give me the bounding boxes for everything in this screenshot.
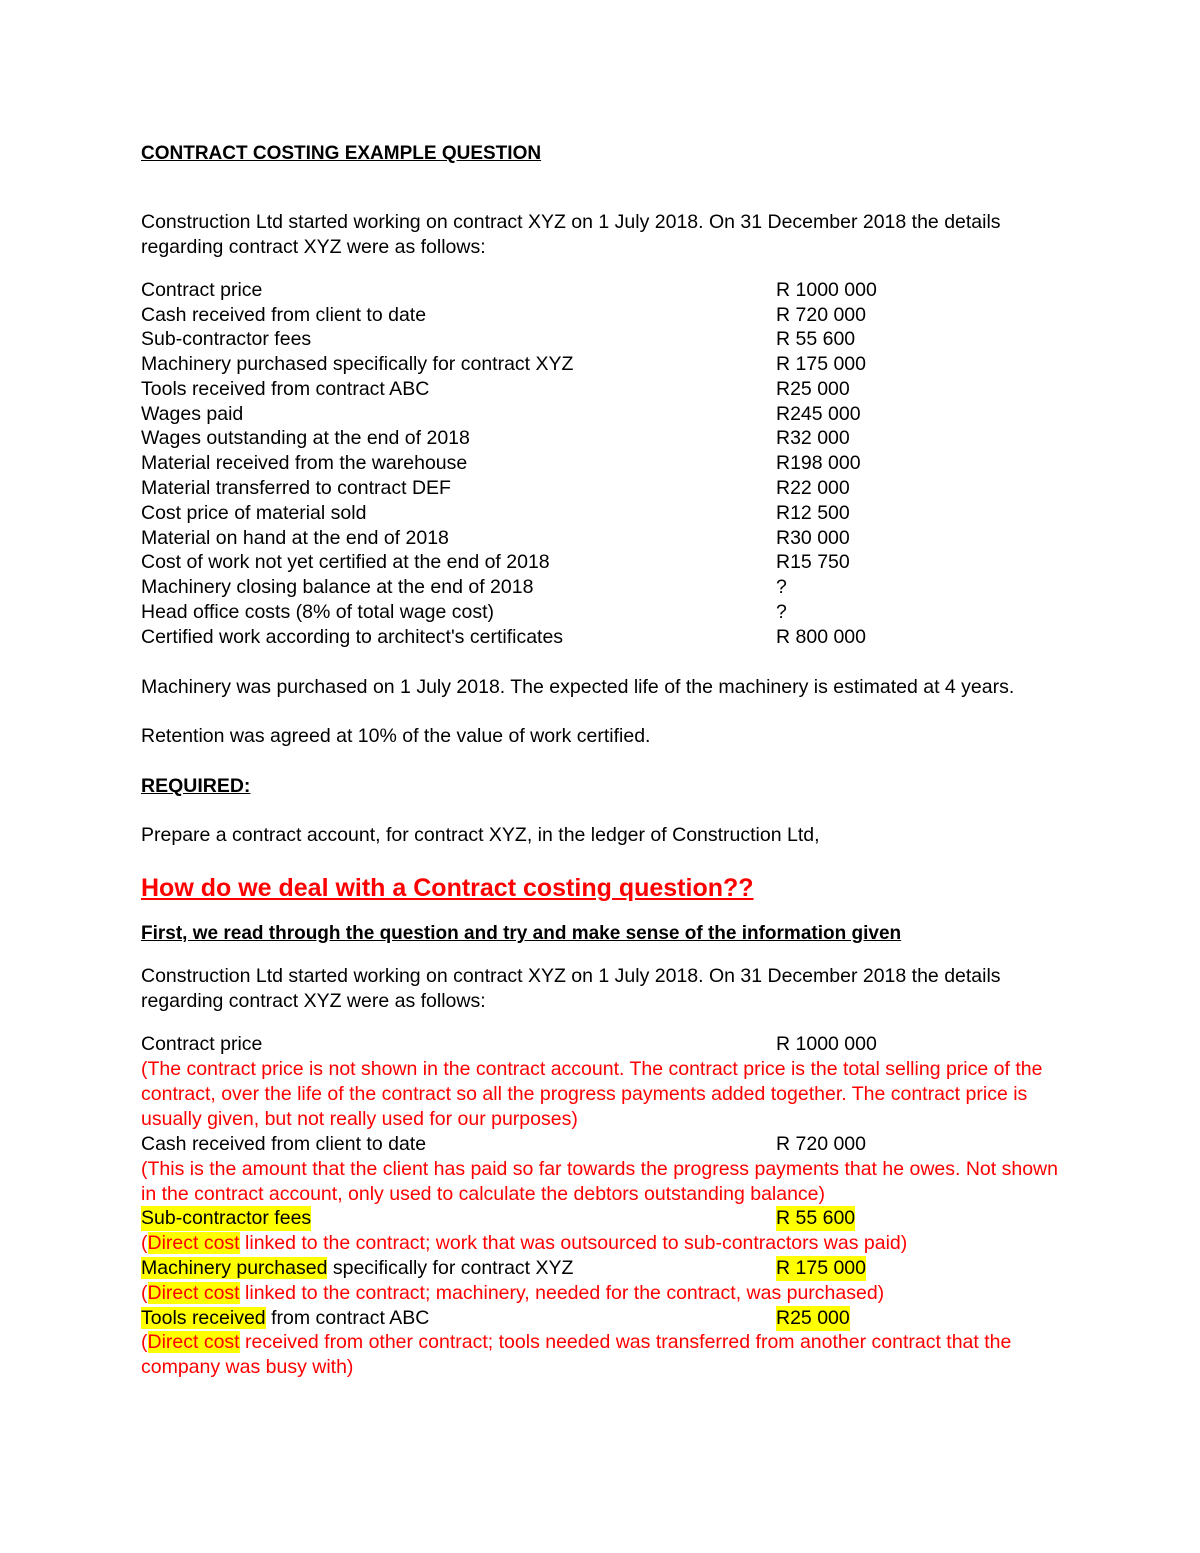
list-item — [141, 625, 1061, 650]
item-amount: ? — [776, 576, 787, 598]
item-amount: R 720 000 — [776, 1133, 866, 1155]
list-item — [141, 1256, 1061, 1281]
item-label: Material transferred to contract DEF — [141, 477, 451, 499]
subheading: First, we read through the question and try and make sense of the information given — [141, 923, 902, 944]
list-item — [141, 550, 1061, 575]
item-label — [141, 1306, 429, 1331]
direct-cost-highlight: Direct cost — [147, 1232, 240, 1254]
required-heading: REQUIRED: — [141, 775, 251, 797]
section-heading: How do we deal with a Contract costing question?? — [141, 874, 754, 902]
list-item — [141, 426, 1061, 451]
note-rest: received from other contract; tools needed was transferred from another contract that the company was busy with) — [141, 1331, 1012, 1378]
item-label — [141, 1256, 573, 1281]
list-item — [141, 402, 1061, 427]
item-label: Head office costs (8% of total wage cost) — [141, 601, 494, 623]
item-amount: R198 000 — [776, 452, 861, 474]
item-amount: ? — [776, 601, 787, 623]
explanation-note — [141, 1330, 1061, 1380]
item-label: Tools received from contract ABC — [141, 378, 430, 400]
list-item — [141, 278, 1061, 303]
item-amount: R 55 600 — [776, 328, 856, 350]
item-amount: R15 750 — [776, 551, 850, 573]
item-label: Certified work according to architect's certificates — [141, 626, 564, 648]
item-label: Material on hand at the end of 2018 — [141, 527, 449, 549]
list-item — [141, 575, 1061, 600]
list-item — [141, 1032, 1061, 1057]
direct-cost-highlight: Direct cost — [147, 1282, 240, 1304]
item-amount: R 1000 000 — [776, 279, 877, 301]
list-item — [141, 303, 1061, 328]
label-rest: from contract ABC — [265, 1307, 430, 1329]
item-amount: R32 000 — [776, 427, 850, 449]
list-item — [141, 327, 1061, 352]
item-amount: R 720 000 — [776, 304, 866, 326]
item-label: Cost of work not yet certified at the end of 2018 — [141, 551, 550, 573]
note-rest: linked to the contract; machinery, needed for the contract, was purchased) — [239, 1282, 885, 1304]
item-amount: R 175 000 — [776, 1257, 866, 1279]
required-text: Prepare a contract account, for contract XYZ, in the ledger of Construction Ltd, — [141, 824, 820, 846]
label-highlight: Tools received — [141, 1307, 266, 1329]
item-label: Wages outstanding at the end of 2018 — [141, 427, 470, 449]
label-rest: specifically for contract XYZ — [327, 1257, 574, 1279]
list-item — [141, 451, 1061, 476]
intro-paragraph: Construction Ltd started working on contract XYZ on 1 July 2018. On 31 December 2018 the details regarding contract XYZ were as follows: — [141, 211, 1001, 258]
note-open: ( — [141, 1331, 148, 1353]
document-title: CONTRACT COSTING EXAMPLE QUESTION — [141, 143, 542, 164]
item-label: Wages paid — [141, 403, 244, 425]
list-item — [141, 501, 1061, 526]
item-label: Machinery purchased specifically for contract XYZ — [141, 353, 574, 375]
item-amount: R30 000 — [776, 527, 850, 549]
list-item — [141, 526, 1061, 551]
item-label: Contract price — [141, 1033, 263, 1055]
item-label: Material received from the warehouse — [141, 452, 468, 474]
item-amount: R245 000 — [776, 403, 861, 425]
label-highlight: Machinery purchased — [141, 1257, 328, 1279]
item-amount: R 175 000 — [776, 353, 866, 375]
item-amount: R25 000 — [776, 378, 850, 400]
machinery-note: Machinery was purchased on 1 July 2018. The expected life of the machinery is estimated at 4 years. — [141, 676, 1015, 698]
note-open: ( — [141, 1232, 148, 1254]
item-label: Sub-contractor fees — [141, 1207, 312, 1229]
item-amount: R 1000 000 — [776, 1033, 877, 1055]
item-amount: R22 000 — [776, 477, 850, 499]
item-amount: R12 500 — [776, 502, 850, 524]
explanation-note — [141, 1281, 1061, 1306]
list-item — [141, 600, 1061, 625]
intro2-paragraph: Construction Ltd started working on contract XYZ on 1 July 2018. On 31 December 2018 the details regarding contract XYZ were as follows: — [141, 965, 1001, 1012]
list-item — [141, 352, 1061, 377]
item-label: Cash received from client to date — [141, 304, 427, 326]
item-amount: R25 000 — [776, 1307, 850, 1329]
retention-note: Retention was agreed at 10% of the value of work certified. — [141, 725, 651, 747]
item-label: Contract price — [141, 279, 263, 301]
item-amount: R 55 600 — [776, 1207, 856, 1229]
list-item — [141, 1306, 1061, 1331]
list-item — [141, 1132, 1061, 1157]
direct-cost-highlight: Direct cost — [147, 1331, 240, 1353]
item-label: Cost price of material sold — [141, 502, 367, 524]
explanation-note — [141, 1231, 1061, 1256]
explanation-note: (This is the amount that the client has paid so far towards the progress payments that he owes. Not shown in the contract account, only used to calculate the debtors outstanding balance) — [141, 1158, 1058, 1205]
explanation-note: (The contract price is not shown in the contract account. The contract price is the total selling price of the contract, over the life of the contract so all the progress payments added together. The contract price is usually given, but not really used for our purposes) — [141, 1058, 1043, 1130]
item-amount: R 800 000 — [776, 626, 866, 648]
list-item — [141, 476, 1061, 501]
item-label: Cash received from client to date — [141, 1133, 427, 1155]
list-item — [141, 377, 1061, 402]
note-rest: linked to the contract; work that was outsourced to sub-contractors was paid) — [239, 1232, 908, 1254]
item-label: Machinery closing balance at the end of 2018 — [141, 576, 534, 598]
item-label: Sub-contractor fees — [141, 328, 312, 350]
note-open: ( — [141, 1282, 148, 1304]
list-item — [141, 1206, 1061, 1231]
